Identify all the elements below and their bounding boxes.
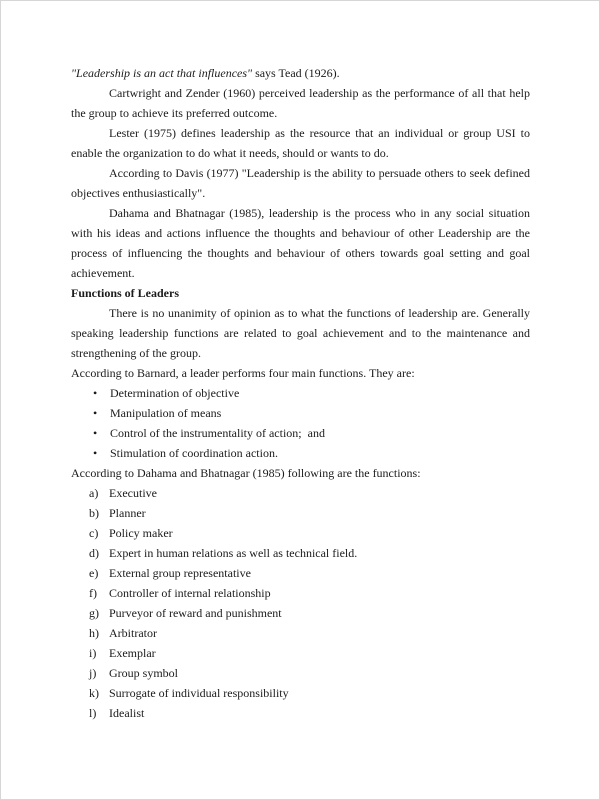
list-item-text: Stimulation of coordination action. xyxy=(110,446,278,460)
list-item-text: Idealist xyxy=(109,706,145,720)
list-item-text: Manipulation of means xyxy=(110,406,222,420)
barnard-lead-line: According to Barnard, a leader performs four main functions. They are: xyxy=(71,366,415,380)
list-item-label: h) xyxy=(89,626,99,640)
list-item-text: Policy maker xyxy=(109,526,173,540)
list-item-text: Expert in human relations as well as technical field. xyxy=(109,546,358,560)
list-item xyxy=(71,603,530,623)
list-item-text: Surrogate of individual responsibility xyxy=(109,686,289,700)
bullet-icon: • xyxy=(93,386,98,400)
paragraph-davis: According to Davis (1977) "Leadership is the ability to persuade others to seek defined objectives enthusiastically". xyxy=(71,166,530,200)
list-item-text: Purveyor of reward and punishment xyxy=(109,606,282,620)
list-item-label: c) xyxy=(89,526,99,540)
list-item xyxy=(71,543,530,563)
list-item-text: Executive xyxy=(109,486,157,500)
list-item-label: e) xyxy=(89,566,99,580)
intro-quote: "Leadership is an act that influences" xyxy=(71,66,253,80)
list-item xyxy=(71,503,530,523)
list-item-label: b) xyxy=(89,506,99,520)
list-item-text: Exemplar xyxy=(109,646,156,660)
list-item-label: g) xyxy=(89,606,99,620)
list-item-text: Control of the instrumentality of action; and xyxy=(110,426,325,440)
list-item-text: Group symbol xyxy=(109,666,178,680)
list-item xyxy=(71,583,530,603)
list-item xyxy=(71,403,530,423)
list-item-text: Planner xyxy=(109,506,146,520)
dahama-functions-list xyxy=(71,483,530,723)
paragraph-lester: Lester (1975) defines leadership as the resource that an individual or group USI to enable the organization to do what it needs, should or wants to do. xyxy=(71,126,530,160)
list-item xyxy=(71,643,530,663)
paragraph-dahama: Dahama and Bhatnagar (1985), leadership is the process who in any social situation with his ideas and actions influence the thoughts and behaviour of other Leadership are the process of influencing the thoughts and behaviour of others towards goal setting and goal achievement. xyxy=(71,206,530,280)
bullet-icon: • xyxy=(93,406,98,420)
list-item xyxy=(71,663,530,683)
bullet-icon: • xyxy=(93,426,98,440)
list-item xyxy=(71,523,530,543)
list-item-label: f) xyxy=(89,586,97,600)
list-item xyxy=(71,443,530,463)
dahama-lead-line: According to Dahama and Bhatnagar (1985) following are the functions: xyxy=(71,466,421,480)
list-item-label: d) xyxy=(89,546,99,560)
list-item xyxy=(71,623,530,643)
intro-attribution: says Tead (1926). xyxy=(252,66,340,80)
list-item-label: l) xyxy=(89,706,97,720)
list-item xyxy=(71,383,530,403)
list-item xyxy=(71,563,530,583)
list-item-text: Determination of objective xyxy=(110,386,240,400)
list-item xyxy=(71,683,530,703)
list-item-label: i) xyxy=(89,646,97,660)
section-heading-functions-of-leaders: Functions of Leaders xyxy=(71,286,179,300)
list-item-text: Controller of internal relationship xyxy=(109,586,271,600)
list-item-text: Arbitrator xyxy=(109,626,157,640)
paragraph-cartwright: Cartwright and Zender (1960) perceived leadership as the performance of all that help the group to achieve its preferred outcome. xyxy=(71,86,530,120)
list-item-label: a) xyxy=(89,486,99,500)
list-item xyxy=(71,423,530,443)
bullet-icon: • xyxy=(93,446,98,460)
intro-paragraph xyxy=(71,63,530,83)
list-item-label: j) xyxy=(89,666,97,680)
barnard-functions-list xyxy=(71,383,530,463)
list-item xyxy=(71,483,530,503)
list-item-label: k) xyxy=(89,686,99,700)
list-item xyxy=(71,703,530,723)
paragraph-functions-intro: There is no unanimity of opinion as to what the functions of leadership are. Generally speaking leadership functions are related to goal achievement and to the maintenance and strengthening of the group. xyxy=(71,306,530,360)
list-item-text: External group representative xyxy=(109,566,251,580)
